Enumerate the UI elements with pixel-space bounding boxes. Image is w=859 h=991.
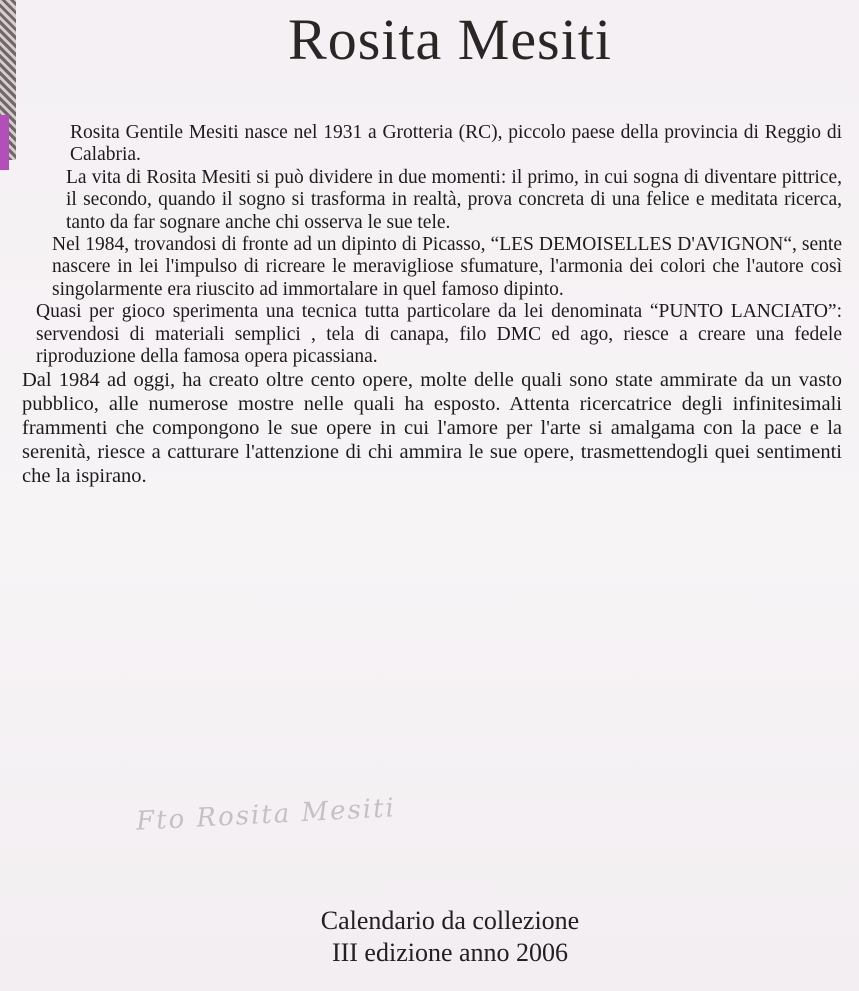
page-edge-color-strip: [0, 115, 9, 170]
page-title: Rosita Mesiti: [288, 7, 612, 72]
footer-line-edition: III edizione anno 2006: [331, 938, 569, 967]
paragraph-picasso: Nel 1984, trovandosi di fronte ad un dipinto di Picasso, “LES DEMOISELLES D'AVIGNON“, sente nascere in lei l'impulso di ricreare le meravigliose sfumature, l'armonia dei colori che l'autore così singolarmente era riuscito ad immortalare in quel famoso dipinto.: [52, 234, 842, 300]
biography-text: [22, 122, 842, 488]
paragraph-works: Dal 1984 ad oggi, ha creato oltre cento opere, molte delle quali sono state ammirate da un vasto pubblico, alle numerose mostre nelle quali ha esposto. Attenta ricercatrice degli infinitesimali frammenti che compongono le sue opere in cui l'amore per l'arte si amalgama con la pace e la serenità, riesce a catturare l'attenzione di chi ammira le sue opere, trasmettendogli quei sentimenti che la ispirano.: [22, 369, 842, 488]
paragraph-birth: Rosita Gentile Mesiti nasce nel 1931 a Grotteria (RC), piccolo paese della provincia di Reggio di Calabria.: [70, 122, 842, 166]
paragraph-life: La vita di Rosita Mesiti si può dividere in due momenti: il primo, in cui sogna di diventare pittrice, il secondo, quando il sogno si trasforma in realtà, prova concreta di una felice e meditata ricerca, tanto da far sognare anche chi osserva le sue tele.: [66, 166, 842, 233]
faded-signature: Fto Rosita Mesiti: [135, 793, 397, 837]
paragraph-technique: Quasi per gioco sperimenta una tecnica tutta particolare da lei denominata “PUNTO LANCIATO”: servendosi di materiali semplici , tela di canapa, filo DMC ed ago, riesce a creare una fedele riproduzione della famosa opera picassiana.: [36, 301, 842, 368]
footer-caption: [200, 905, 700, 969]
footer-line-collection: Calendario da collezione: [320, 906, 580, 935]
